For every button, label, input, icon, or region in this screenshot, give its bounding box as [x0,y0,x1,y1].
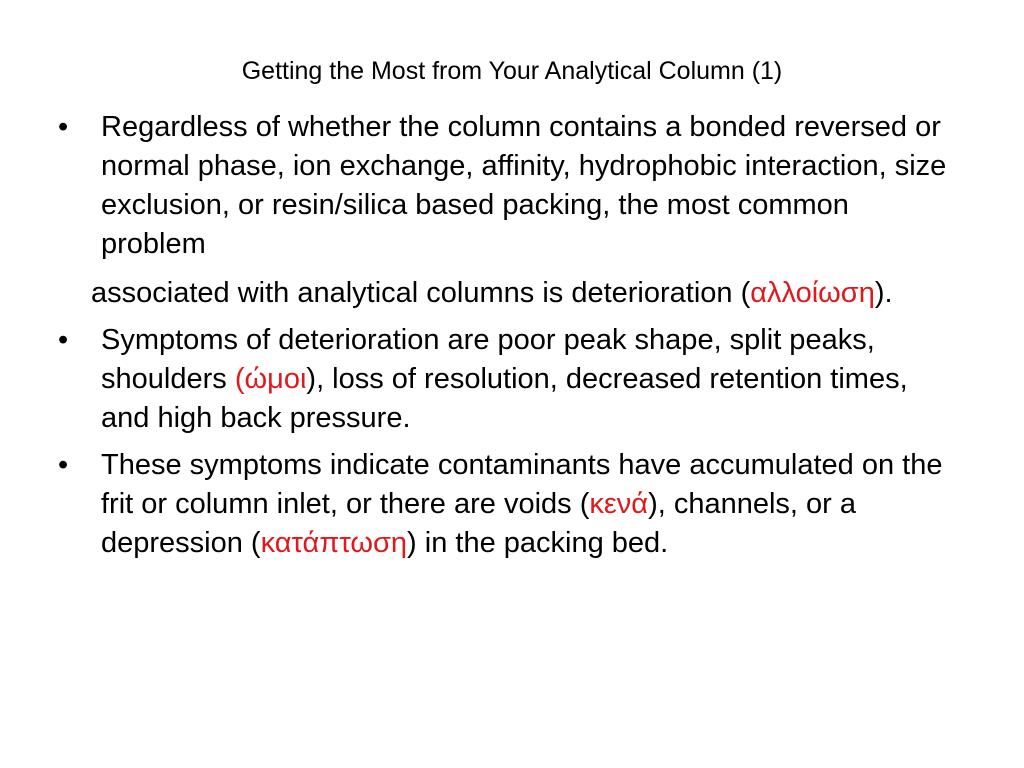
bullet-text: These symptoms indicate contaminants have accumulated on the frit or column inlet, or there are voids ( [101,449,943,520]
bullet-text: ), channels, or a depression ( [101,488,857,559]
bullet-icon: • [58,449,69,481]
bullet-item-symptoms [58,321,958,438]
bullet-text: associated with analytical columns is deterioration ( [91,277,751,309]
bullet-item-deterioration [58,108,958,313]
bullet-text: ), loss of resolution, decreased retention times, and high back pressure. [101,363,908,434]
bullet-text: Symptoms of deterioration are poor peak shape, split peaks, shoulders [101,324,875,395]
greek-term: αλλοίωση [750,277,875,309]
bullet-icon: • [58,324,69,356]
bullet-text: ) in the packing bed. [407,527,669,559]
greek-term: κατάπτωση [260,527,408,559]
bullet-list [58,108,958,571]
bullet-continuation [91,274,958,313]
bullet-item-contaminants [58,446,958,563]
bullet-text: ). [874,277,893,309]
slide-title: Getting the Most from Your Analytical Column (1) [241,57,783,85]
greek-term: (ώμοι [234,363,307,395]
bullet-icon: • [58,111,69,143]
bullet-text: Regardless of whether the column contains a bonded reversed or normal phase, ion exchange, affinity, hydrophobic interaction, size exclusion, or resin/silica based packing, the most common problem [101,111,947,260]
greek-term: κενά [589,488,649,520]
